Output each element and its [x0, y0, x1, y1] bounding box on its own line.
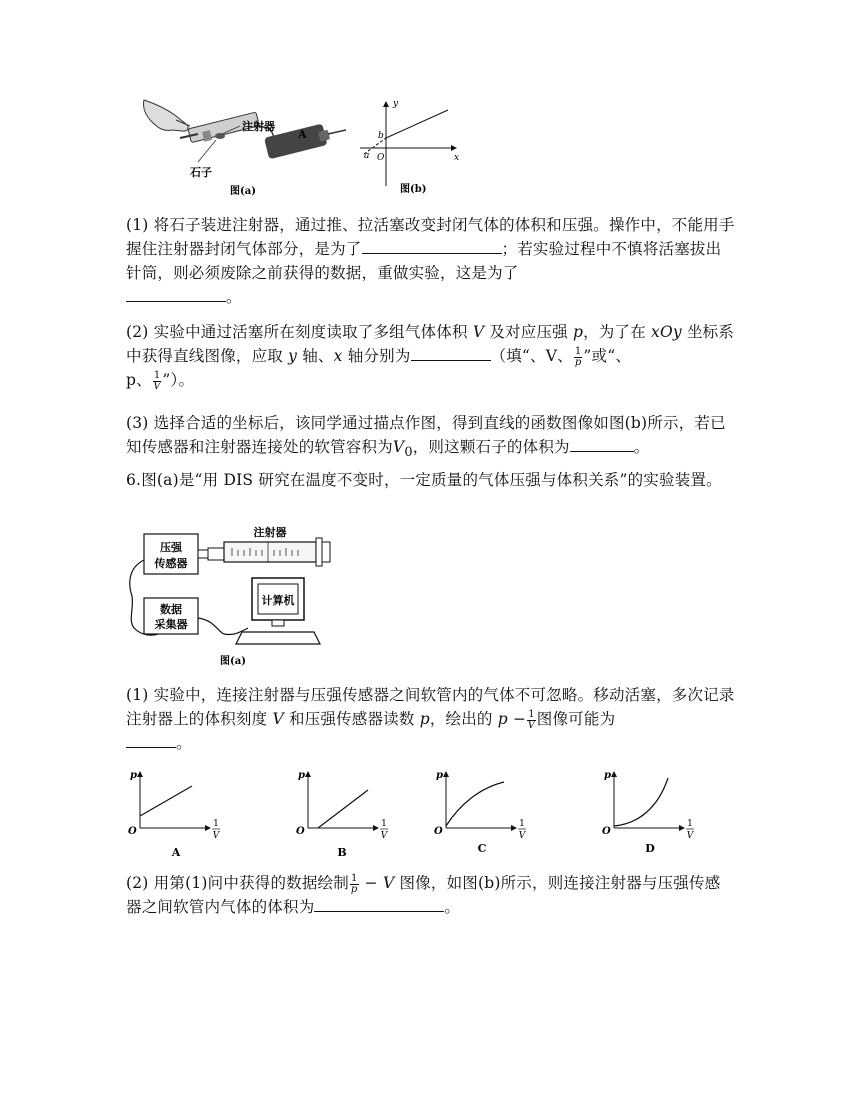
answer-blank-1[interactable] [362, 237, 502, 254]
q5-p3-text-c: 。 [633, 438, 650, 456]
axis-label-num: 1 [213, 819, 219, 829]
data-collector-label-1: 数据 [160, 603, 182, 616]
figure-a-dis-apparatus [124, 524, 334, 668]
q6-intro: 6.图(a)是“用 DIS 研究在温度不变时，一定质量的气体压强与体积关系”的实验装置。 [126, 471, 722, 489]
frac-num: 1 [528, 708, 535, 720]
axis-label-p: p [436, 770, 443, 781]
var-x: x [333, 347, 343, 365]
q6-p2-text-b: 图像，如图(b)所示，则连接注射器与压强传感器之间软管内气体的体积为 [126, 874, 721, 916]
origin-label: O [128, 826, 137, 837]
computer-label: 计算机 [261, 594, 295, 607]
q5-p2-text-a: (2) 实验中通过活塞所在刻度读取了多组气体体积 [126, 323, 473, 341]
q6-p1-text-a: (1) 实验中，连接注射器与压强传感器之间软管内的气体不可忽略。移动活塞，多次记录注射器上的体积刻度 [126, 686, 735, 728]
curve-D [614, 778, 668, 826]
q5-p2-text-i: p、 [126, 371, 152, 389]
q5-p2-text-e: 轴、 [297, 347, 334, 365]
label-a: a [364, 151, 370, 161]
syringe-label: 注射器 [253, 526, 287, 539]
var-V: V [272, 710, 284, 728]
option-graph-D[interactable] [598, 764, 708, 860]
option-label-C: C [477, 842, 487, 855]
fraction-1-over-p [350, 874, 359, 895]
caption-fig-a-dis: 图(a) [220, 656, 246, 667]
frac-den: p [574, 356, 582, 368]
origin-label: O [602, 826, 611, 837]
q5-p2-text-h: ”或“、 [583, 347, 632, 365]
q5-p1-text-b: ；若实验过程中不慎将活塞拔出针筒，则必须废除之前获得的数据，重做实验，这是为了 [126, 240, 722, 282]
fraction-1-over-V [527, 710, 536, 731]
axis-label-den: V [380, 831, 388, 841]
axis-label-num: 1 [381, 819, 387, 829]
frac-den: p [350, 883, 358, 895]
q5-p3-text-b: ，则这颗石子的体积为 [412, 438, 570, 456]
var-p: p [572, 323, 584, 341]
q5-p1-text-c: 。 [226, 288, 242, 306]
pressure-sensor-label-2: 传感器 [154, 557, 188, 570]
q5-part1 [126, 213, 736, 309]
label-A: A [298, 128, 307, 141]
option-graph-C[interactable] [430, 764, 540, 860]
option-label-B: B [337, 846, 347, 859]
q5-part3 [126, 411, 736, 465]
fraction-1-over-p [574, 347, 583, 368]
axis-label-den: V [518, 831, 526, 841]
q6-part1 [126, 683, 736, 755]
q6-part2 [126, 871, 736, 919]
frac-num: 1 [574, 345, 582, 357]
caption-fig-a: 图(a) [230, 186, 256, 197]
curve-C [446, 782, 504, 826]
data-collector-label-2: 采集器 [154, 618, 188, 631]
stone-icon [215, 133, 225, 139]
frac-num: 1 [153, 369, 161, 381]
answer-blank-5[interactable] [126, 731, 176, 748]
answer-blank-2[interactable] [126, 285, 226, 302]
keyboard-icon [236, 632, 320, 644]
answer-blank-3[interactable] [411, 344, 491, 361]
q5-p2-text-g: （填“、V、 [490, 347, 573, 365]
hand-icon [143, 100, 188, 131]
q6-p1-text-e: 。 [176, 734, 192, 752]
q5-part2 [126, 320, 736, 392]
q5-p2-text-j: ”）。 [162, 371, 195, 389]
q6-p2-text-a: (2) 用第(1)问中获得的数据绘制 [126, 874, 349, 892]
var-V0: V [392, 438, 405, 456]
origin-label: O [296, 826, 305, 837]
axis-label-p: p [130, 770, 137, 781]
axis-label-num: 1 [687, 819, 693, 829]
expr-minus-V: − V [359, 874, 395, 892]
label-y: y [393, 99, 399, 109]
q5-p2-text-d: 坐标系中获得直线图像，应取 [126, 323, 735, 365]
option-graph-B[interactable] [292, 764, 402, 860]
figure-a-syringe-stone [138, 96, 348, 198]
q6-p2-text-c: 。 [444, 898, 461, 916]
answer-blank-6[interactable] [314, 895, 444, 912]
option-label-A: A [171, 846, 181, 859]
label-x: x [454, 153, 460, 163]
figure-b-line-graph [356, 96, 466, 198]
label-b: b [378, 131, 384, 141]
fraction-1-over-V [153, 371, 162, 392]
frac-den: V [153, 380, 161, 392]
var-y: y [288, 347, 298, 365]
var-xOy: xOy [651, 323, 682, 341]
label-syringe: 注射器 [242, 120, 275, 133]
option-graph-A[interactable] [124, 764, 234, 860]
var-p: p [419, 710, 430, 728]
curve-A [140, 786, 192, 816]
axis-label-p: p [604, 770, 611, 781]
expr-p-minus: p − [497, 710, 527, 728]
option-label-D: D [645, 842, 655, 855]
axis-label-num: 1 [519, 819, 525, 829]
pressure-sensor-label-1: 压强 [160, 541, 182, 554]
frac-num: 1 [350, 872, 358, 884]
q5-p3-text-a: (3) 选择合适的坐标后，该同学通过描点作图，得到直线的函数图像如图(b)所示，若已知传感器和注射器连接处的软管容积为 [126, 414, 726, 456]
label-stone: 石子 [190, 166, 212, 179]
curve-B [318, 790, 368, 828]
q5-p2-text-c: ，为了在 [583, 323, 652, 341]
label-O: O [377, 153, 385, 163]
q6-p1-text-c: ，绘出的 [429, 710, 498, 728]
q5-p1-text-a: (1) 将石子装进注射器，通过推、拉活塞改变封闭气体的体积和压强。操作中，不能用手握住注射器封闭气体部分，是为了 [126, 216, 735, 258]
q5-p2-text-b: 及对应压强 [484, 323, 573, 341]
var-V: V [472, 323, 485, 341]
axis-label-den: V [686, 831, 694, 841]
answer-blank-4[interactable] [570, 435, 634, 452]
origin-label: O [434, 826, 443, 837]
axis-label-den: V [212, 831, 220, 841]
frac-den: V [527, 719, 536, 731]
caption-fig-b: 图(b) [400, 184, 427, 195]
axis-label-p: p [298, 770, 305, 781]
line-data [386, 110, 448, 138]
q6-p1-text-d: 图像可能为 [536, 710, 616, 728]
q6-p1-text-b: 和压强传感器读数 [283, 710, 420, 728]
var-V0-sub: 0 [404, 445, 413, 461]
q5-p2-text-f: 轴分别为 [342, 347, 411, 365]
